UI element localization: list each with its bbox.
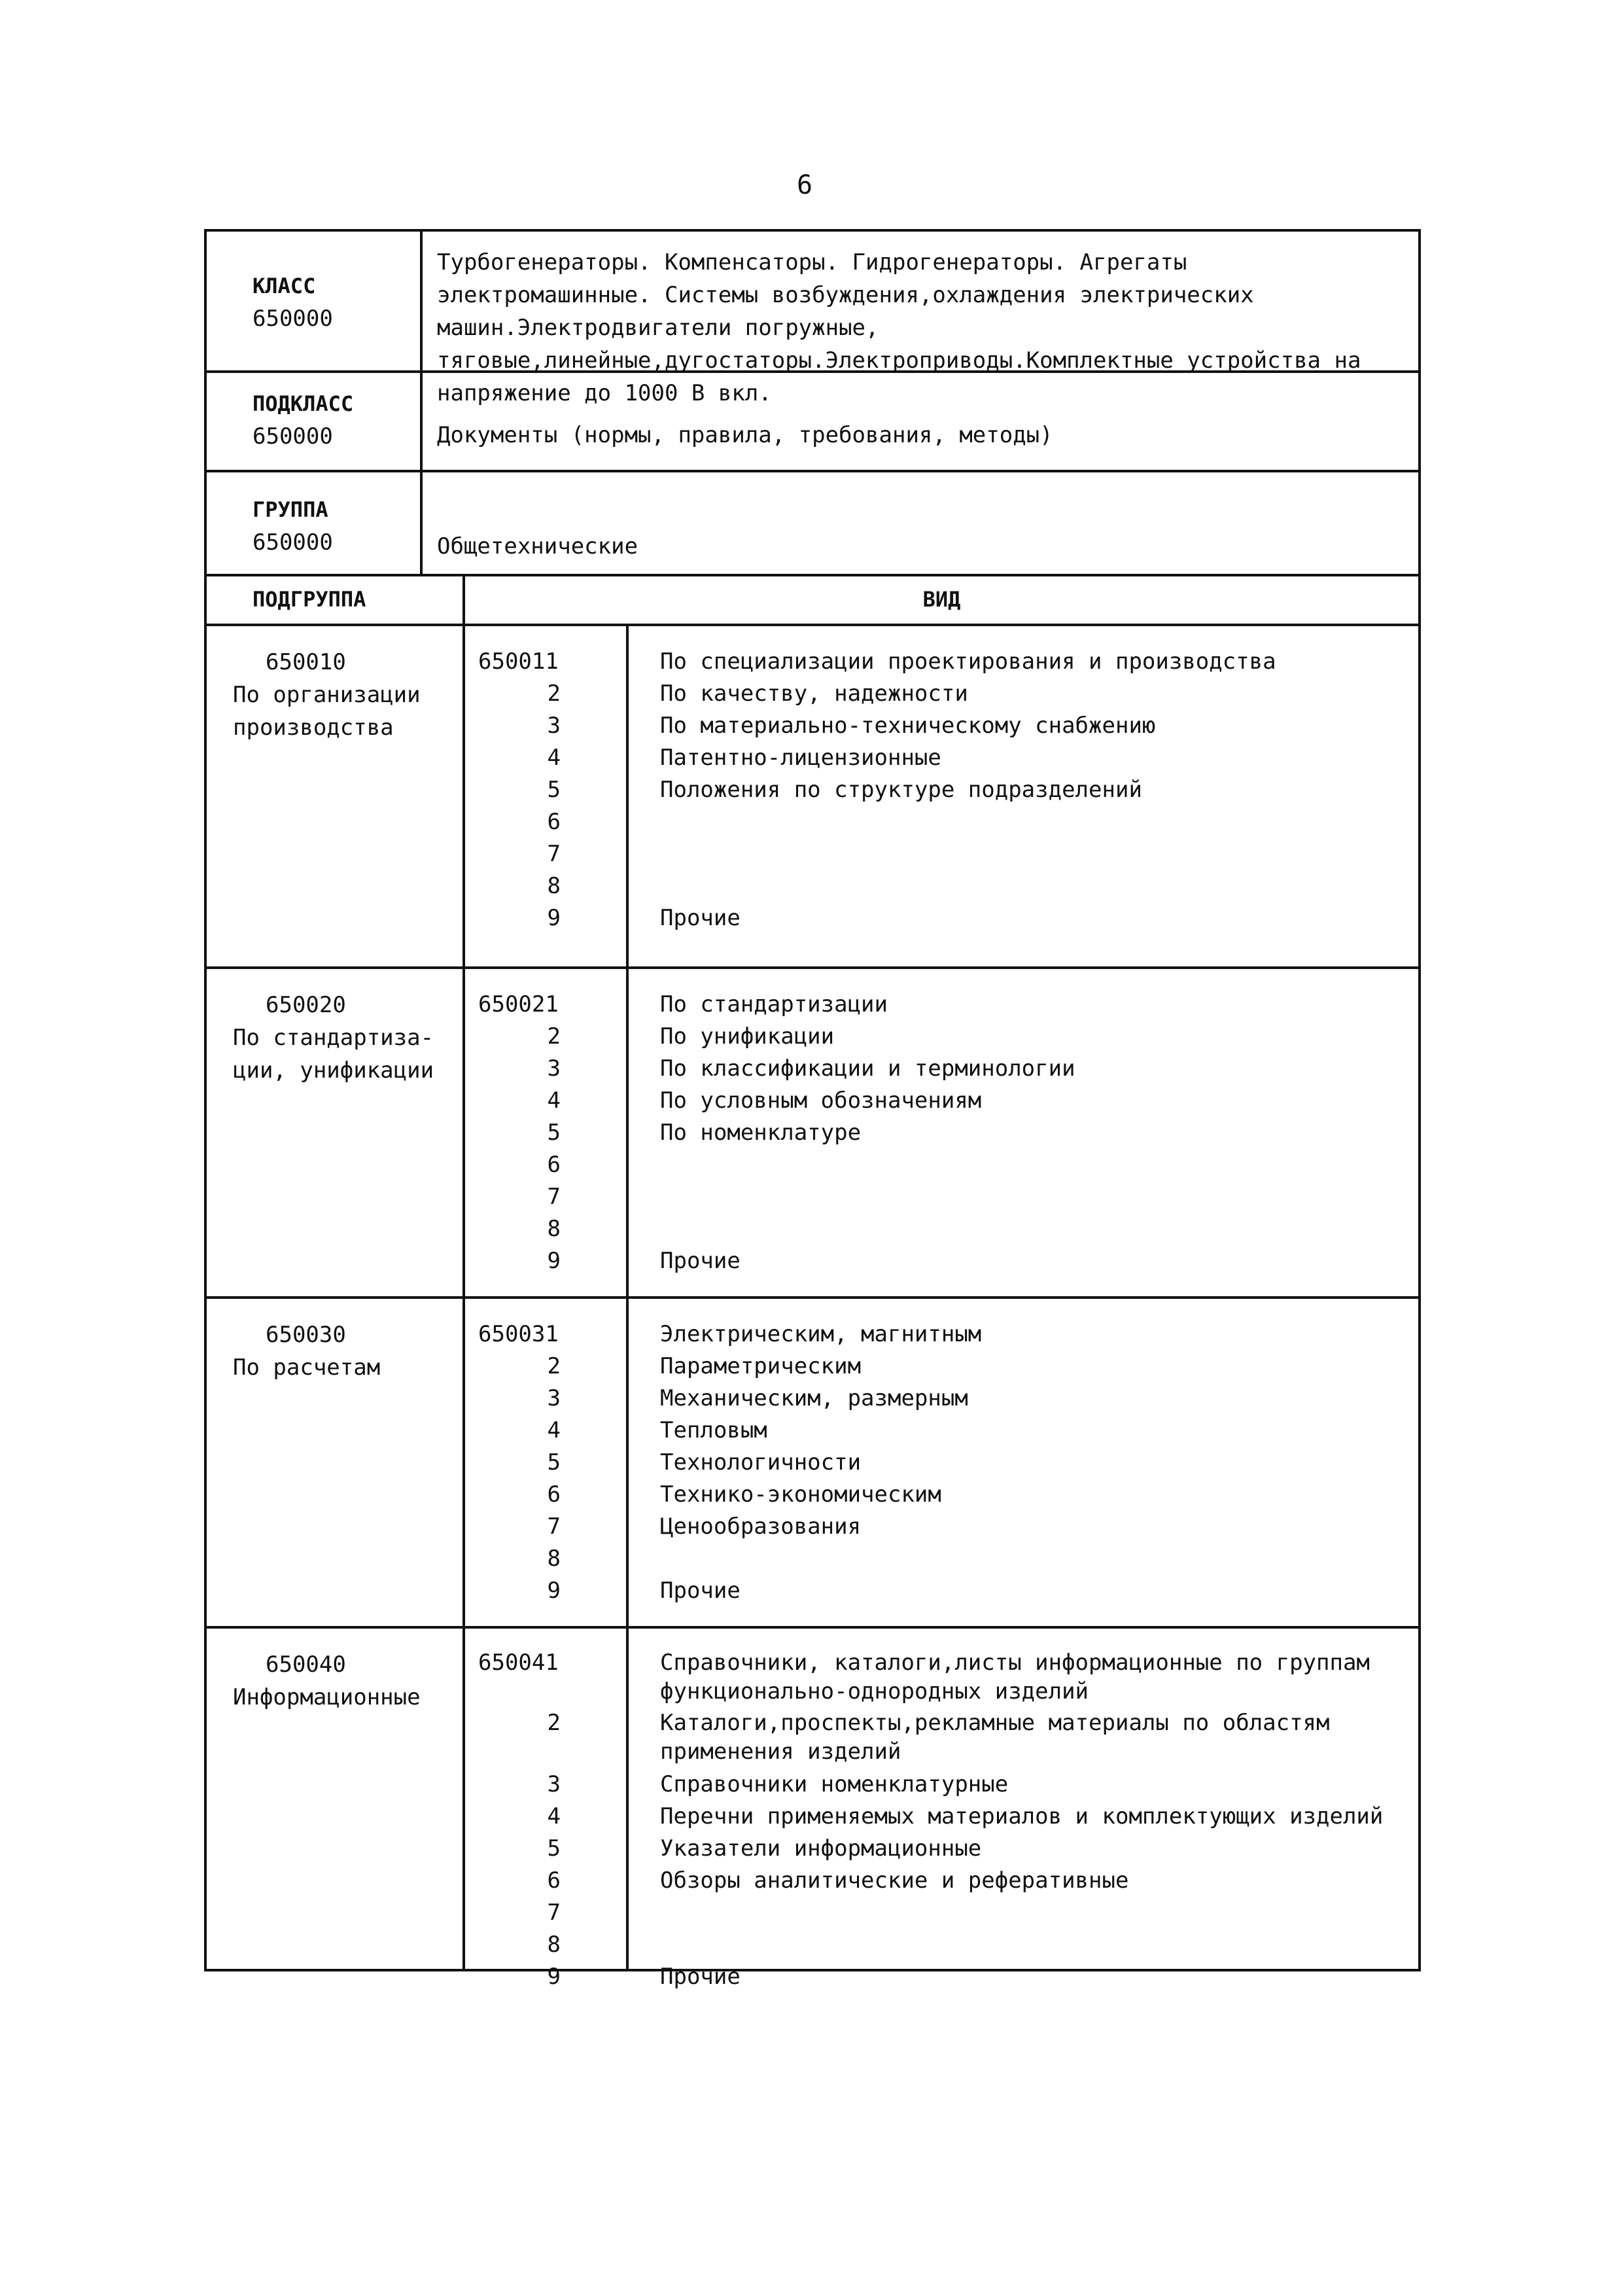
subgroup-block (207, 1299, 1418, 1629)
kind-code: 6 (547, 1481, 561, 1508)
kind-description: Механическим, размерным (660, 1385, 968, 1411)
subgroup-name-line: Информационные (233, 1684, 421, 1710)
kind-description: По классификации и терминологии (660, 1055, 1075, 1082)
subclass-label: ПОДКЛАСС (253, 391, 354, 416)
kind-description: Справочники, каталоги,листы информационные по группам функционально-однородных изделий (660, 1650, 1370, 1704)
class-code: 650000 (253, 306, 333, 332)
kind-description: Технико-экономическим (660, 1481, 941, 1508)
kind-code: 4 (547, 1087, 561, 1114)
kind-description (660, 838, 1405, 870)
subgroup-name-line: производства (233, 715, 394, 741)
kind-code: 7 (547, 1184, 561, 1210)
kind-description: Параметрическим (660, 1353, 862, 1379)
subgroup-name-line: По расчетам (233, 1354, 381, 1381)
kind-code: 3 (547, 1055, 561, 1082)
class-label: КЛАСС (253, 274, 316, 298)
kind-code: 8 (547, 873, 561, 899)
kind-code: 650011 (478, 648, 559, 675)
subgroup-name-line: По организации (233, 682, 421, 708)
subgroup-code: 650030 (266, 1322, 346, 1348)
kind-description (660, 1543, 1405, 1575)
group-row (207, 472, 1418, 576)
kind-description: По унификации (660, 1023, 835, 1050)
kind-code: 9 (547, 905, 561, 931)
kind-description: Положения по структуре подразделений (660, 777, 1142, 803)
kind-description: По номенклатуре (660, 1120, 862, 1146)
kind-code: 4 (547, 1803, 561, 1829)
subgroup-cell (207, 1629, 465, 1969)
kind-description: Ценообразования (660, 1513, 862, 1540)
page-number: 6 (796, 170, 813, 200)
kind-code-cell (465, 1299, 629, 1626)
kind-code: 9 (547, 1248, 561, 1274)
kind-code: 650031 (478, 1321, 559, 1347)
subgroup-cell (207, 626, 465, 966)
kind-description (660, 1897, 1405, 1929)
kind-code: 8 (547, 1932, 561, 1958)
kind-description: Справочники номенклатурные (660, 1771, 1009, 1797)
kind-description (660, 1149, 1405, 1181)
kind-description: Указатели информационные (660, 1835, 982, 1862)
kind-code: 650041 (478, 1650, 559, 1676)
group-code: 650000 (253, 529, 333, 556)
subgroup-name-line: По стандартиза- (233, 1025, 434, 1051)
group-label: ГРУППА (253, 497, 328, 522)
kind-code: 6 (547, 809, 561, 835)
kind-code: 5 (547, 1835, 561, 1862)
kind-code: 8 (547, 1216, 561, 1242)
subclass-label-cell (207, 373, 423, 470)
kind-description-cell (629, 626, 1418, 966)
kind-code: 2 (547, 680, 561, 707)
kind-code: 4 (547, 1417, 561, 1443)
kind-description (660, 870, 1405, 902)
kind-column-header: ВИД (922, 587, 961, 612)
subgroup-cell (207, 1299, 465, 1626)
kind-code: 6 (547, 1867, 561, 1894)
kind-code-cell (465, 1629, 629, 1990)
kind-description: Патентно-лицензионные (660, 745, 941, 771)
subclass-row (207, 373, 1418, 472)
kind-code: 2 (547, 1353, 561, 1379)
kind-description: Тепловым (660, 1417, 767, 1443)
kind-code: 8 (547, 1545, 561, 1572)
column-header-row (207, 576, 1418, 626)
kind-code: 3 (547, 713, 561, 739)
kind-description-cell (629, 1629, 1418, 1990)
kind-description: Прочие (660, 905, 741, 931)
kind-description: По качеству, надежности (660, 680, 968, 707)
subclass-text: Документы (нормы, правила, требования, методы) (437, 422, 1053, 448)
kind-description (660, 806, 1405, 838)
kind-description: Технологичности (660, 1449, 862, 1475)
group-label-cell (207, 472, 423, 574)
kind-code: 650021 (478, 991, 559, 1017)
kind-code: 3 (547, 1385, 561, 1411)
kind-description: По материально-техническому снабжению (660, 713, 1156, 739)
kind-code: 7 (547, 1899, 561, 1926)
kind-code-cell (465, 969, 629, 1296)
kind-description: По специализации проектирования и производства (660, 648, 1276, 675)
kind-code: 7 (547, 841, 561, 867)
subgroup-block (207, 626, 1418, 969)
kind-code: 9 (547, 1578, 561, 1604)
subgroup-code: 650020 (266, 992, 346, 1018)
kind-description: Прочие (660, 1248, 741, 1274)
subclass-code: 650000 (253, 423, 333, 450)
group-text: Общетехнические (437, 533, 638, 559)
kind-code: 7 (547, 1513, 561, 1540)
subgroup-block (207, 969, 1418, 1299)
kind-code: 9 (547, 1964, 561, 1990)
kind-code: 5 (547, 1449, 561, 1475)
kind-description: По условным обозначениям (660, 1087, 982, 1114)
kind-description-cell (629, 1299, 1418, 1626)
kind-code: 3 (547, 1771, 561, 1797)
kind-description: Каталоги,проспекты,рекламные материалы по областям применения изделий (660, 1710, 1330, 1765)
subgroup-cell (207, 969, 465, 1296)
kind-description: Обзоры аналитические и реферативные (660, 1867, 1129, 1894)
kind-code: 4 (547, 745, 561, 771)
subgroup-code: 650040 (266, 1651, 346, 1678)
kind-code: 5 (547, 1120, 561, 1146)
subgroup-code: 650010 (266, 649, 346, 675)
kind-code: 2 (547, 1023, 561, 1050)
classification-table (204, 229, 1421, 1990)
class-label-cell (207, 232, 423, 370)
kind-code: 6 (547, 1152, 561, 1178)
kind-description (660, 1929, 1405, 1961)
subgroup-column-header: ПОДГРУППА (207, 576, 465, 624)
class-text: Турбогенераторы. Компенсаторы. Гидрогенераторы. Агрегаты электромашинные. Системы возбуждения,охлаждения электрических машин.Электродвигатели погружные, тяговые,линейные,дугостаторы.Электроприводы.Комплектные устройства на напряжение до 1000 В вкл. (437, 249, 1361, 406)
kind-code: 5 (547, 777, 561, 803)
kind-code-cell (465, 626, 629, 966)
kind-description (660, 1181, 1405, 1213)
kind-description (660, 1213, 1405, 1245)
kind-description: Перечни применяемых материалов и комплектующих изделий (660, 1803, 1384, 1829)
kind-code: 2 (547, 1710, 561, 1736)
kind-description: Прочие (660, 1964, 741, 1990)
kind-description: Прочие (660, 1578, 741, 1604)
kind-description: Электрическим, магнитным (660, 1321, 982, 1347)
subgroup-name-line: ции, унификации (233, 1057, 434, 1084)
kind-description-cell (629, 969, 1418, 1296)
subgroup-block (207, 1629, 1418, 1990)
kind-description: По стандартизации (660, 991, 888, 1017)
